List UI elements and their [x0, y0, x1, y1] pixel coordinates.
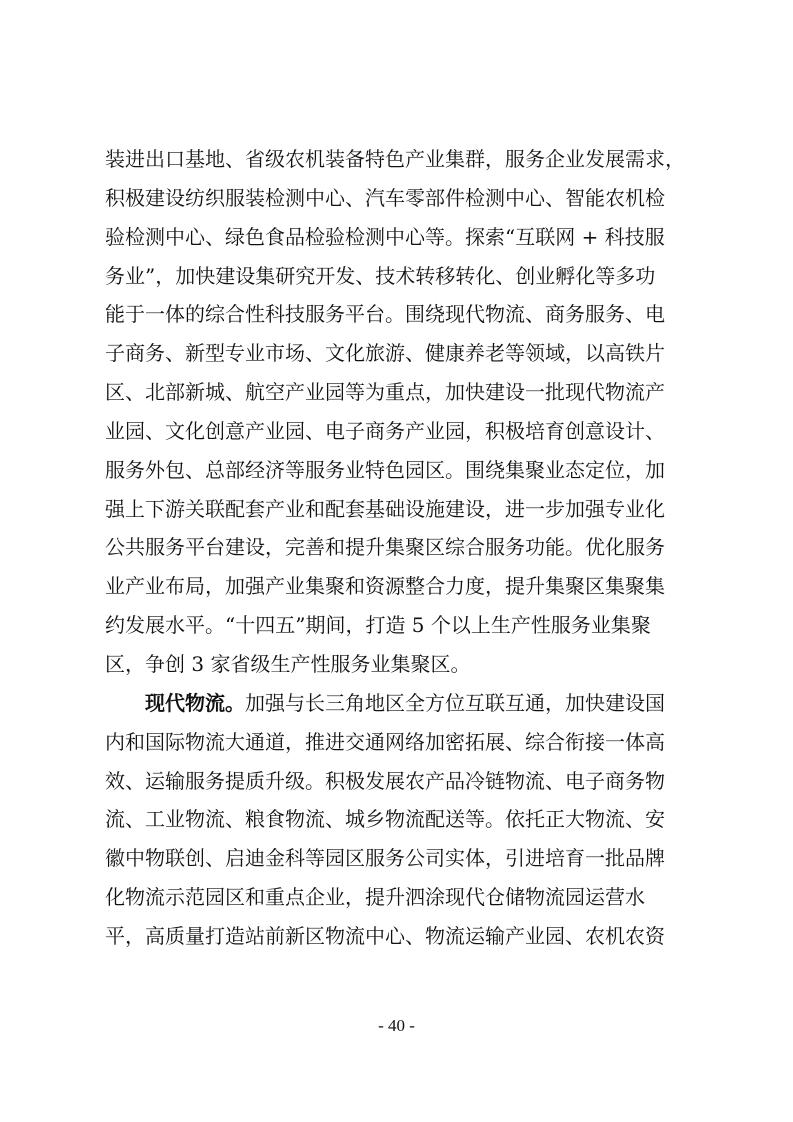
text-line: 区、北部新城、航空产业园等为重点，加快建设一批现代物流产 — [105, 380, 665, 405]
text-line: 区，争创 3 家省级生产性服务业集聚区。 — [105, 651, 471, 676]
text-line: 验检测中心、绿色食品检验检测中心等。探索“互联网 + 科技服 — [105, 224, 665, 249]
page-number: - 40 - — [378, 1016, 415, 1035]
text-line: 强上下游关联配套产业和配套基础设施建设，进一步加强专业化 — [105, 496, 665, 521]
document-body — [105, 140, 705, 956]
text-line: 业产业布局，加强产业集聚和资源整合力度，提升集聚区集聚集 — [105, 574, 665, 599]
text-line: 内和国际物流大通道，推进交通网络加密拓展、综合衔接一体高 — [105, 729, 665, 754]
paragraph-first-line — [105, 684, 705, 723]
text-line: 流、工业物流、粮食物流、城乡物流配送等。依托正大物流、安 — [105, 807, 665, 832]
text-line: 务业”，加快建设集研究开发、技术转移转化、创业孵化等多功 — [105, 263, 656, 288]
text-line: 子商务、新型专业市场、文化旅游、健康养老等领域，以高铁片 — [105, 341, 665, 366]
text-line: 积极建设纺织服装检测中心、汽车零部件检测中心、智能农机检 — [105, 185, 665, 210]
text-line: 徽中物联创、启迪金科等园区服务公司实体，引进培育一批品牌 — [105, 846, 665, 871]
text-line: 能于一体的综合性科技服务平台。围绕现代物流、商务服务、电 — [105, 302, 665, 327]
section-heading: 现代物流。 — [145, 690, 245, 715]
text-line: 平，高质量打造站前新区物流中心、物流运输产业园、农机农资 — [105, 923, 665, 948]
text-line: 业园、文化创意产业园、电子商务产业园，积极培育创意设计、 — [105, 418, 665, 443]
text-line: 服务外包、总部经济等服务业特色园区。围绕集聚业态定位，加 — [105, 457, 665, 482]
text-run: 加强与长三角地区全方位互联互通，加快建设国 — [245, 690, 665, 715]
text-line: 约发展水平。“十四五”期间，打造 5 个以上生产性服务业集聚 — [105, 613, 651, 638]
text-line: 装进出口基地、省级农机装备特色产业集群，服务企业发展需求， — [105, 147, 685, 171]
text-line: 效、运输服务提质升级。积极发展农产品冷链物流、电子商务物 — [105, 768, 665, 793]
text-line: 公共服务平台建设，完善和提升集聚区综合服务功能。优化服务 — [105, 535, 665, 560]
text-line: 化物流示范园区和重点企业，提升泗涂现代仓储物流园运营水 — [105, 885, 645, 910]
